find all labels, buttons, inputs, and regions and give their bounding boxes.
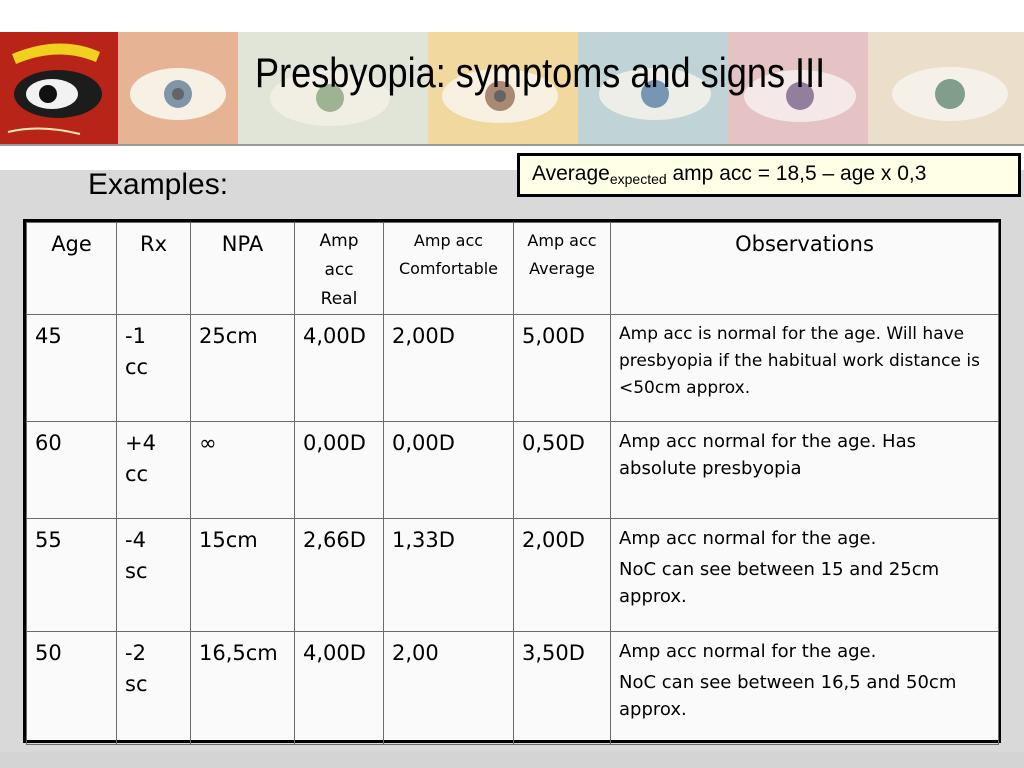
- cell-amp-comfortable: 0,00D: [384, 422, 514, 519]
- top-white-band: [0, 0, 1024, 32]
- cell-amp-comfortable: 2,00D: [384, 315, 514, 422]
- header-observations: Observations: [611, 223, 999, 315]
- cell-amp-comfortable: 1,33D: [384, 519, 514, 632]
- cell-npa: 16,5cm: [191, 632, 295, 745]
- cell-age: 45: [27, 315, 117, 422]
- cell-amp-real: 0,00D: [295, 422, 384, 519]
- cell-npa: ∞: [191, 422, 295, 519]
- header-amp-comfortable-line2: Comfortable: [398, 259, 499, 278]
- cell-amp-average: 3,50D: [514, 632, 611, 745]
- observation-line: NoC can see between 15 and 25cm approx.: [619, 559, 940, 607]
- cell-amp-average: 2,00D: [514, 519, 611, 632]
- header-amp-real-line3: Real: [320, 289, 358, 309]
- cell-amp-real: 2,66D: [295, 519, 384, 632]
- cell-amp-average: 0,50D: [514, 422, 611, 519]
- cell-npa: 25cm: [191, 315, 295, 422]
- examples-table: [26, 222, 999, 745]
- footer-strip: [0, 752, 1024, 768]
- table-row: [27, 632, 999, 745]
- cell-amp-real: 4,00D: [295, 315, 384, 422]
- cell-observations: [611, 632, 999, 745]
- table-header-row: [27, 223, 999, 315]
- formula-box: [517, 153, 1021, 197]
- cell-npa: 15cm: [191, 519, 295, 632]
- header-age: Age: [27, 223, 117, 315]
- table-row: [27, 422, 999, 519]
- formula-suffix: amp acc = 18,5 – age x 0,3: [666, 162, 927, 185]
- cell-rx-value: -1: [125, 324, 146, 348]
- table-row: [27, 519, 999, 632]
- slide-title: Presbyopia: symptoms and signs III: [255, 49, 826, 96]
- examples-table-frame: [23, 219, 1001, 743]
- table-row: [27, 315, 999, 422]
- header-npa: NPA: [191, 223, 295, 315]
- cell-observations: [611, 422, 999, 519]
- observation-line: Amp acc is normal for the age. Will have presbyopia if the habitual work distance is <50cm approx.: [619, 324, 980, 398]
- cell-rx: [117, 519, 191, 632]
- cell-observations: [611, 519, 999, 632]
- observation-line: Amp acc normal for the age.: [619, 528, 877, 549]
- observation-line: Amp acc normal for the age. Has absolute presbyopia: [619, 431, 916, 479]
- examples-label: Examples:: [88, 168, 229, 201]
- formula-subscript: expected: [609, 171, 667, 187]
- header-rx: Rx: [117, 223, 191, 315]
- cell-rx-type: cc: [125, 462, 149, 486]
- cell-rx: [117, 632, 191, 745]
- cell-rx-value: -2: [125, 641, 146, 665]
- observation-line: Amp acc normal for the age.: [619, 641, 877, 662]
- formula-prefix: Average: [532, 162, 610, 185]
- cell-amp-real: 4,00D: [295, 632, 384, 745]
- cell-rx-value: +4: [125, 431, 156, 455]
- cell-amp-average: 5,00D: [514, 315, 611, 422]
- header-amp-real: [295, 223, 384, 315]
- header-amp-average-line1: Amp acc: [527, 231, 597, 250]
- cell-age: 60: [27, 422, 117, 519]
- cell-age: 50: [27, 632, 117, 745]
- header-amp-real-line1: Amp: [319, 231, 359, 251]
- cell-rx: [117, 422, 191, 519]
- header-amp-real-line2: acc: [324, 260, 354, 280]
- cell-rx-type: sc: [125, 672, 148, 696]
- cell-observations: [611, 315, 999, 422]
- cell-age: 55: [27, 519, 117, 632]
- cell-rx: [117, 315, 191, 422]
- cell-rx-type: cc: [125, 355, 149, 379]
- header-amp-comfortable-line1: Amp acc: [413, 231, 484, 250]
- header-amp-average: [514, 223, 611, 315]
- cell-rx-value: -4: [125, 528, 146, 552]
- cell-amp-comfortable: 2,00: [384, 632, 514, 745]
- cell-rx-type: sc: [125, 559, 148, 583]
- header-amp-comfortable: [384, 223, 514, 315]
- observation-line: NoC can see between 16,5 and 50cm approx.: [619, 672, 957, 720]
- header-amp-average-line2: Average: [529, 259, 595, 278]
